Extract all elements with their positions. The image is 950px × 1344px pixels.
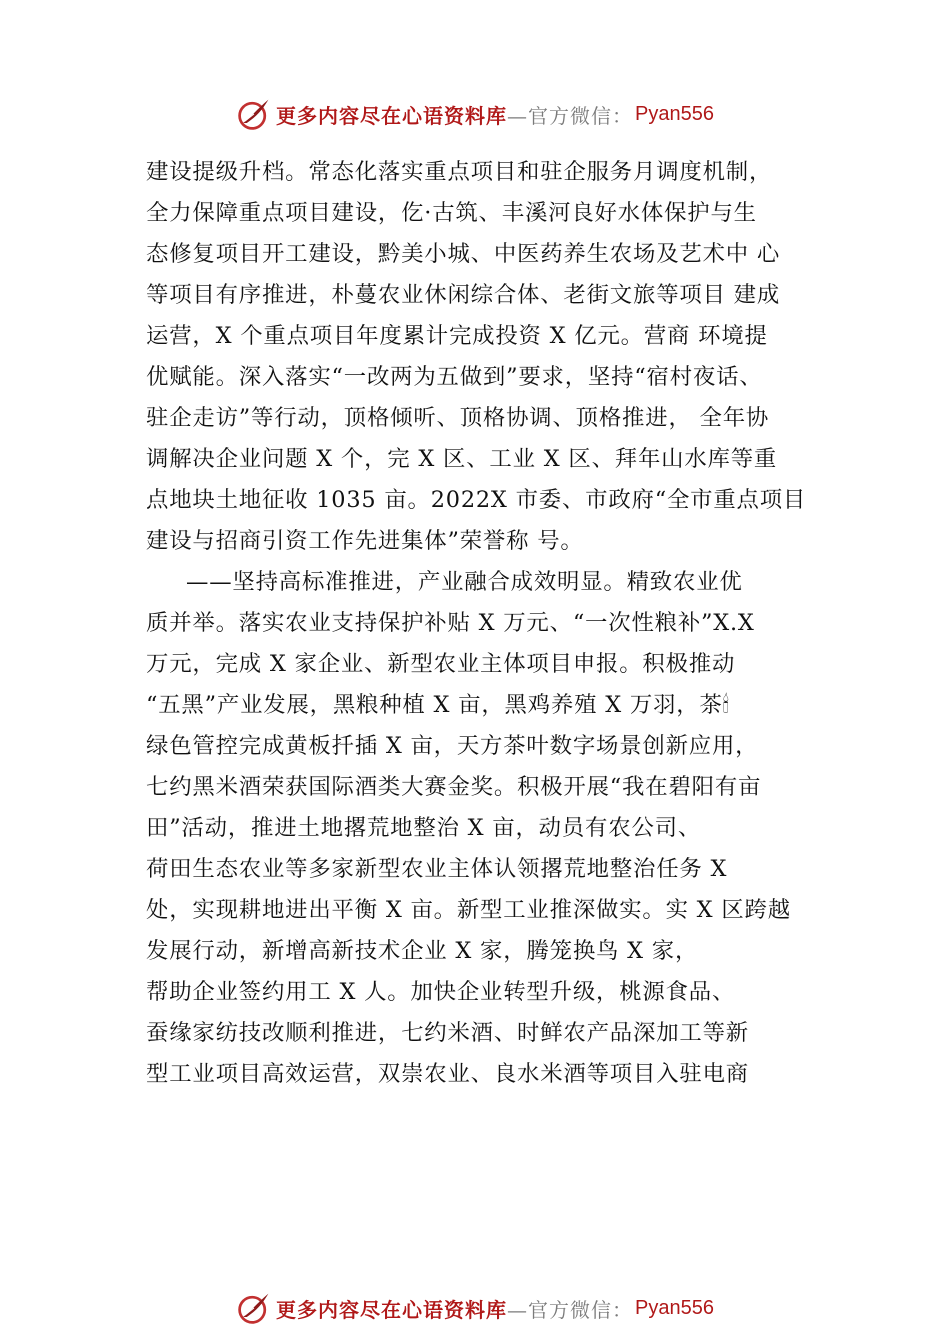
footer-watermark: [0, 1288, 950, 1328]
body-line: 型工业项目高效运营，双崇农业、良水米酒等项目入驻电商: [146, 1061, 749, 1087]
body-line-paragraph-start: ——坚持高标准推进，产业融合成效明显。精致农业优: [186, 569, 743, 595]
body-line: 田”活动，推进土地撂荒地整治 X 亩，动员有农公司、: [146, 815, 702, 841]
body-line: 等项目有序推进，朴蔓农业休闲综合体、老街文旅等项目 建成: [146, 282, 781, 308]
body-line: 荷田生态农业等多家新型农业主体认领撂荒地整治任务 X: [146, 856, 728, 882]
body-line: 点地块土地征收 1035 亩。2022X 市委、市政府“全市重点项目: [146, 487, 807, 513]
body-line: 建设与招商引资工作先进集体”荣誉称 号。: [146, 528, 584, 554]
body-line: 蚕缘家纺技改顺利推进，七约米酒、时鲜农产品深加工等新: [146, 1020, 749, 1046]
header-separator-text: —官方微信：: [507, 103, 634, 128]
body-line: 质并举。落实农业支持保护补贴 X 万元、“一次性粮补”X.X: [146, 610, 755, 636]
header-wechat-id: Pyan556: [635, 102, 714, 125]
body-line: 全力保障重点项目建设，仡·古筑、丰溪河良好水体保护与生: [146, 200, 757, 226]
header-brand-text: 更多内容尽在心语资料库: [276, 103, 508, 128]
document-body: [146, 152, 836, 1095]
body-line: “五黑”产业发展，黑粮种植 X 亩，黑鸡养殖 X 万羽，茶🕯: [146, 692, 730, 718]
body-line: 万元，完成 X 家企业、新型农业主体项目申报。积极推动: [146, 651, 736, 677]
header-watermark: [0, 94, 950, 134]
body-line: 七约黑米酒荣获国际酒类大赛金奖。积极开展“我在碧阳有亩: [146, 774, 762, 800]
body-line: 态修复项目开工建设，黔美小城、中医药养生农场及艺术中 心: [146, 241, 781, 267]
body-line: 绿色管控完成黄板扦插 X 亩，天方茶叶数字场景创新应用，: [146, 733, 759, 759]
body-line: 驻企走访”等行动，顶格倾听、顶格协调、顶格推进， 全年协: [146, 405, 770, 431]
body-line: 优赋能。深入落实“一改两为五做到”要求，坚持“宿村夜话、: [146, 364, 763, 390]
body-line: 调解决企业问题 X 个，完 X 区、工业 X 区、拜年山水库等重: [146, 446, 778, 472]
body-line: 帮助企业签约用工 X 人。加快企业转型升级，桃源食品、: [146, 979, 736, 1005]
body-line: 发展行动，新增高新技术企业 X 家，腾笼换鸟 X 家，: [146, 938, 699, 964]
footer-wechat-id: Pyan556: [635, 1296, 714, 1319]
footer-brand-text: 更多内容尽在心语资料库: [276, 1297, 508, 1322]
body-line: 处，实现耕地进出平衡 X 亩。新型工业推深做实。实 X 区跨越: [146, 897, 791, 923]
quill-logo-icon: [236, 1290, 272, 1326]
body-line: 建设提级升档。常态化落实重点项目和驻企服务月调度机制，: [146, 159, 773, 185]
footer-separator-text: —官方微信：: [507, 1297, 634, 1322]
body-line: 运营，X 个重点项目年度累计完成投资 X 亿元。营商 环境提: [146, 323, 768, 349]
quill-logo-icon: [236, 96, 272, 132]
